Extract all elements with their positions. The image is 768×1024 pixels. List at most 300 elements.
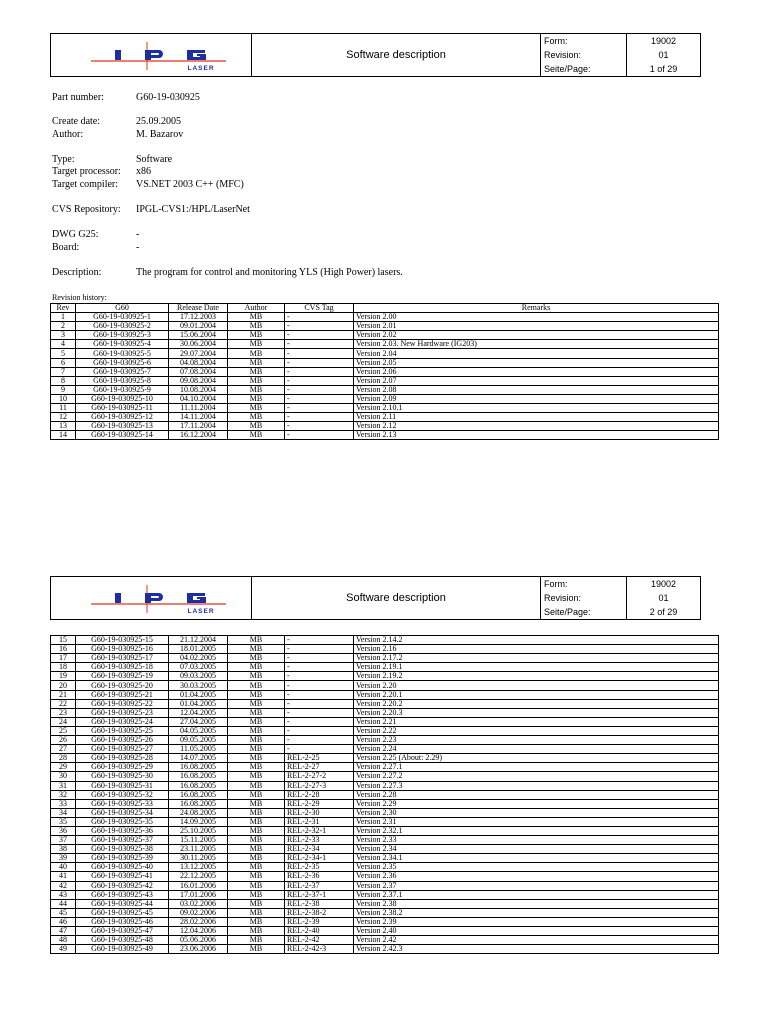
author-cell: MB [228, 726, 285, 735]
author-cell: MB [228, 717, 285, 726]
g60-cell: G60-19-030925-20 [76, 681, 169, 690]
author-cell: MB [228, 899, 285, 908]
cvs-tag-cell: - [285, 413, 354, 422]
g60-cell: G60-19-030925-24 [76, 717, 169, 726]
table-row [51, 726, 719, 735]
cvs-tag-cell: - [285, 745, 354, 754]
g60-cell: G60-19-030925-13 [76, 422, 169, 431]
cvs-tag-cell: - [285, 376, 354, 385]
g60-cell: G60-19-030925-40 [76, 863, 169, 872]
remarks-cell: Version 2.01 [354, 322, 719, 331]
author-cell: MB [228, 836, 285, 845]
g60-cell: G60-19-030925-21 [76, 690, 169, 699]
remarks-cell: Version 2.27.2 [354, 772, 719, 781]
table-row [51, 349, 719, 358]
release-date-cell: 17.11.2004 [169, 422, 228, 431]
cvs-tag-cell: REL-2-31 [285, 817, 354, 826]
author-cell: MB [228, 790, 285, 799]
rev-cell: 9 [51, 385, 76, 394]
remarks-cell: Version 2.40 [354, 927, 719, 936]
release-date-cell: 28.02.2006 [169, 917, 228, 926]
release-date-cell: 23.11.2005 [169, 845, 228, 854]
table-row [51, 358, 719, 367]
rev-cell: 43 [51, 890, 76, 899]
cvs-tag-cell: REL-2-38-2 [285, 908, 354, 917]
release-date-cell: 15.11.2005 [169, 836, 228, 845]
remarks-cell: Version 2.16 [354, 645, 719, 654]
table-row [51, 636, 719, 645]
remarks-cell: Version 2.33 [354, 836, 719, 845]
release-date-cell: 04.05.2005 [169, 726, 228, 735]
author-cell: MB [228, 663, 285, 672]
target-processor-value: x86 [136, 166, 151, 177]
g60-cell: G60-19-030925-30 [76, 772, 169, 781]
g60-cell: G60-19-030925-8 [76, 376, 169, 385]
remarks-cell: Version 2.35 [354, 863, 719, 872]
remarks-cell: Version 2.20.3 [354, 708, 719, 717]
table-row [51, 422, 719, 431]
author-cell: MB [228, 681, 285, 690]
field-label: DWG G25: [52, 229, 99, 240]
g60-cell: G60-19-030925-5 [76, 349, 169, 358]
page-value: 2 of 29 [649, 607, 678, 617]
field-label: Target processor: [52, 166, 121, 177]
release-date-cell: 16.12.2004 [169, 431, 228, 440]
cvs-tag-cell: - [285, 349, 354, 358]
release-date-cell: 21.12.2004 [169, 636, 228, 645]
col-g60: G60 [76, 304, 169, 313]
col-release-date: Release Date [169, 304, 228, 313]
remarks-cell: Version 2.09 [354, 394, 719, 403]
author-cell: MB [228, 936, 285, 945]
table-row [51, 872, 719, 881]
logo-cell [51, 34, 252, 77]
release-date-cell: 14.07.2005 [169, 754, 228, 763]
rev-cell: 20 [51, 681, 76, 690]
table-row [51, 836, 719, 845]
cvs-tag-cell: - [285, 322, 354, 331]
author-cell: MB [228, 945, 285, 954]
rev-cell: 30 [51, 772, 76, 781]
release-date-cell: 09.03.2005 [169, 672, 228, 681]
remarks-cell: Version 2.42.3 [354, 945, 719, 954]
release-date-cell: 12.04.2006 [169, 927, 228, 936]
cvs-tag-cell: - [285, 636, 354, 645]
release-date-cell: 24.08.2005 [169, 808, 228, 817]
author-cell: MB [228, 927, 285, 936]
cvs-tag-cell: REL-2-35 [285, 863, 354, 872]
header-values [627, 577, 701, 620]
table-row [51, 404, 719, 413]
g60-cell: G60-19-030925-33 [76, 799, 169, 808]
remarks-cell: Version 2.19.2 [354, 672, 719, 681]
author-cell: MB [228, 636, 285, 645]
rev-cell: 15 [51, 636, 76, 645]
table-row [51, 322, 719, 331]
author-cell: MB [228, 654, 285, 663]
table-row [51, 385, 719, 394]
release-date-cell: 07.03.2005 [169, 663, 228, 672]
rev-cell: 31 [51, 781, 76, 790]
table-row [51, 699, 719, 708]
release-date-cell: 09.01.2004 [169, 322, 228, 331]
author-cell: MB [228, 313, 285, 322]
table-row [51, 708, 719, 717]
cvs-tag-cell: - [285, 699, 354, 708]
author-cell: MB [228, 331, 285, 340]
cvs-tag-cell: REL-2-25 [285, 754, 354, 763]
revision-table-page1 [50, 303, 719, 440]
table-row [51, 367, 719, 376]
page-label: Seite/Page: [544, 64, 591, 74]
g60-cell: G60-19-030925-36 [76, 826, 169, 835]
svg-text:LASER: LASER [187, 608, 215, 615]
release-date-cell: 09.08.2004 [169, 376, 228, 385]
table-row [51, 672, 719, 681]
rev-cell: 49 [51, 945, 76, 954]
release-date-cell: 17.12.2003 [169, 313, 228, 322]
table-row [51, 790, 719, 799]
remarks-cell: Version 2.04 [354, 349, 719, 358]
svg-text:LASER: LASER [187, 65, 215, 72]
field-label: CVS Repository: [52, 204, 121, 215]
g60-cell: G60-19-030925-25 [76, 726, 169, 735]
author-cell: MB [228, 890, 285, 899]
table-row [51, 899, 719, 908]
release-date-cell: 15.06.2004 [169, 331, 228, 340]
author-cell: MB [228, 385, 285, 394]
remarks-cell: Version 2.00 [354, 313, 719, 322]
cvs-tag-cell: - [285, 313, 354, 322]
release-date-cell: 16.08.2005 [169, 799, 228, 808]
remarks-cell: Version 2.20 [354, 681, 719, 690]
table-row [51, 945, 719, 954]
g60-cell: G60-19-030925-31 [76, 781, 169, 790]
remarks-cell: Version 2.28 [354, 790, 719, 799]
g60-cell: G60-19-030925-28 [76, 754, 169, 763]
cvs-tag-cell: - [285, 736, 354, 745]
rev-cell: 5 [51, 349, 76, 358]
g60-cell: G60-19-030925-2 [76, 322, 169, 331]
rev-cell: 39 [51, 854, 76, 863]
rev-cell: 14 [51, 431, 76, 440]
table-row [51, 881, 719, 890]
cvs-tag-cell: - [285, 654, 354, 663]
table-row [51, 854, 719, 863]
remarks-cell: Version 2.14.2 [354, 636, 719, 645]
g60-cell: G60-19-030925-29 [76, 763, 169, 772]
part-number-value: G60-19-030925 [136, 92, 200, 103]
rev-cell: 23 [51, 708, 76, 717]
rev-cell: 35 [51, 817, 76, 826]
remarks-cell: Version 2.20.1 [354, 690, 719, 699]
table-row [51, 817, 719, 826]
ipg-laser-logo-icon [91, 40, 226, 72]
cvs-tag-cell: - [285, 422, 354, 431]
g60-cell: G60-19-030925-1 [76, 313, 169, 322]
table-row [51, 763, 719, 772]
cvs-tag-cell: REL-2-37-1 [285, 890, 354, 899]
release-date-cell: 01.04.2005 [169, 699, 228, 708]
remarks-cell: Version 2.06 [354, 367, 719, 376]
rev-cell: 24 [51, 717, 76, 726]
rev-cell: 27 [51, 745, 76, 754]
remarks-cell: Version 2.34.1 [354, 854, 719, 863]
remarks-cell: Version 2.03. New Hardware (IG203) [354, 340, 719, 349]
g60-cell: G60-19-030925-17 [76, 654, 169, 663]
rev-cell: 32 [51, 790, 76, 799]
remarks-cell: Version 2.29 [354, 799, 719, 808]
rev-cell: 21 [51, 690, 76, 699]
col-rev: Rev [51, 304, 76, 313]
cvs-tag-cell: - [285, 367, 354, 376]
rev-cell: 11 [51, 404, 76, 413]
release-date-cell: 04.10.2004 [169, 394, 228, 403]
g60-cell: G60-19-030925-19 [76, 672, 169, 681]
table-row [51, 645, 719, 654]
description-value: The program for control and monitoring YLS (High Power) lasers. [136, 267, 403, 278]
remarks-cell: Version 2.27.1 [354, 763, 719, 772]
rev-cell: 47 [51, 927, 76, 936]
g60-cell: G60-19-030925-16 [76, 645, 169, 654]
ipg-laser-logo-icon [91, 583, 226, 615]
rev-cell: 29 [51, 763, 76, 772]
author-cell: MB [228, 872, 285, 881]
author-cell: MB [228, 736, 285, 745]
remarks-cell: Version 2.19.1 [354, 663, 719, 672]
document-title: Software description [252, 577, 541, 620]
field-label: Create date: [52, 116, 101, 127]
type-value: Software [136, 154, 173, 165]
release-date-cell: 17.01.2006 [169, 890, 228, 899]
page-value: 1 of 29 [649, 64, 678, 74]
g60-cell: G60-19-030925-4 [76, 340, 169, 349]
release-date-cell: 03.02.2006 [169, 899, 228, 908]
cvs-tag-cell: - [285, 404, 354, 413]
table-row [51, 413, 719, 422]
remarks-cell: Version 2.42 [354, 936, 719, 945]
table-row [51, 663, 719, 672]
cvs-tag-cell: REL-2-34 [285, 845, 354, 854]
table-row [51, 745, 719, 754]
cvs-tag-cell: - [285, 726, 354, 735]
rev-cell: 7 [51, 367, 76, 376]
author-cell: MB [228, 854, 285, 863]
table-row [51, 736, 719, 745]
cvs-tag-cell: - [285, 331, 354, 340]
cvs-tag-cell: - [285, 681, 354, 690]
remarks-cell: Version 2.17.2 [354, 654, 719, 663]
g60-cell: G60-19-030925-22 [76, 699, 169, 708]
author-cell: MB [228, 808, 285, 817]
table-row [51, 772, 719, 781]
g60-cell: G60-19-030925-23 [76, 708, 169, 717]
g60-cell: G60-19-030925-45 [76, 908, 169, 917]
release-date-cell: 11.05.2005 [169, 745, 228, 754]
rev-cell: 4 [51, 340, 76, 349]
release-date-cell: 27.04.2005 [169, 717, 228, 726]
rev-cell: 44 [51, 899, 76, 908]
rev-cell: 26 [51, 736, 76, 745]
table-row [51, 845, 719, 854]
release-date-cell: 07.08.2004 [169, 367, 228, 376]
revision-value: 01 [658, 593, 669, 603]
release-date-cell: 16.08.2005 [169, 790, 228, 799]
g60-cell: G60-19-030925-27 [76, 745, 169, 754]
g60-cell: G60-19-030925-44 [76, 899, 169, 908]
author-cell: MB [228, 367, 285, 376]
cvs-tag-cell: - [285, 358, 354, 367]
release-date-cell: 30.03.2005 [169, 681, 228, 690]
page-label: Seite/Page: [544, 607, 591, 617]
cvs-tag-cell: - [285, 717, 354, 726]
remarks-cell: Version 2.07 [354, 376, 719, 385]
g60-cell: G60-19-030925-7 [76, 367, 169, 376]
remarks-cell: Version 2.20.2 [354, 699, 719, 708]
table-row [51, 908, 719, 917]
remarks-cell: Version 2.12 [354, 422, 719, 431]
rev-cell: 3 [51, 331, 76, 340]
rev-cell: 8 [51, 376, 76, 385]
g60-cell: G60-19-030925-37 [76, 836, 169, 845]
header-values [627, 34, 701, 77]
author-cell: MB [228, 404, 285, 413]
g60-cell: G60-19-030925-18 [76, 663, 169, 672]
rev-cell: 17 [51, 654, 76, 663]
rev-cell: 2 [51, 322, 76, 331]
author-value: M. Bazarov [136, 129, 184, 140]
author-cell: MB [228, 690, 285, 699]
author-cell: MB [228, 422, 285, 431]
author-cell: MB [228, 826, 285, 835]
remarks-cell: Version 2.39 [354, 917, 719, 926]
author-cell: MB [228, 754, 285, 763]
author-cell: MB [228, 645, 285, 654]
col-cvs-tag: CVS Tag [285, 304, 354, 313]
rev-cell: 42 [51, 881, 76, 890]
table-row [51, 681, 719, 690]
rev-cell: 40 [51, 863, 76, 872]
rev-cell: 22 [51, 699, 76, 708]
remarks-cell: Version 2.36 [354, 872, 719, 881]
dwg-value: - [136, 229, 140, 240]
revision-label: Revision: [544, 50, 582, 60]
form-value: 19002 [650, 579, 677, 589]
rev-cell: 41 [51, 872, 76, 881]
form-value: 19002 [650, 36, 677, 46]
table-row [51, 936, 719, 945]
revision-value: 01 [658, 50, 669, 60]
remarks-cell: Version 2.13 [354, 431, 719, 440]
author-cell: MB [228, 745, 285, 754]
table-row [51, 331, 719, 340]
header-labels [541, 34, 627, 77]
cvs-tag-cell: REL-2-27-3 [285, 781, 354, 790]
cvs-tag-cell: REL-2-29 [285, 799, 354, 808]
g60-cell: G60-19-030925-49 [76, 945, 169, 954]
rev-cell: 33 [51, 799, 76, 808]
author-cell: MB [228, 881, 285, 890]
table-row [51, 754, 719, 763]
create-date-value: 25.09.2005 [136, 116, 181, 127]
author-cell: MB [228, 763, 285, 772]
revision-label: Revision: [544, 593, 582, 603]
col-author: Author [228, 304, 285, 313]
rev-cell: 36 [51, 826, 76, 835]
cvs-tag-cell: REL-2-38 [285, 899, 354, 908]
field-label: Type: [52, 154, 75, 165]
table-row [51, 376, 719, 385]
table-row [51, 431, 719, 440]
author-cell: MB [228, 799, 285, 808]
revision-table-page2 [50, 635, 719, 954]
cvs-tag-cell: REL-2-32-1 [285, 826, 354, 835]
g60-cell: G60-19-030925-15 [76, 636, 169, 645]
cvs-tag-cell: REL-2-34-1 [285, 854, 354, 863]
field-label: Author: [52, 129, 84, 140]
table-row [51, 927, 719, 936]
remarks-cell: Version 2.31 [354, 817, 719, 826]
remarks-cell: Version 2.22 [354, 726, 719, 735]
page2-header [50, 576, 701, 620]
cvs-tag-cell: REL-2-42 [285, 936, 354, 945]
cvs-tag-cell: REL-2-36 [285, 872, 354, 881]
revision-history-caption: Revision history: [52, 293, 107, 302]
author-cell: MB [228, 322, 285, 331]
form-label: Form: [544, 579, 568, 589]
release-date-cell: 14.09.2005 [169, 817, 228, 826]
g60-cell: G60-19-030925-12 [76, 413, 169, 422]
rev-cell: 12 [51, 413, 76, 422]
cvs-tag-cell: - [285, 672, 354, 681]
table-row [51, 654, 719, 663]
cvs-tag-cell: - [285, 340, 354, 349]
g60-cell: G60-19-030925-26 [76, 736, 169, 745]
remarks-cell: Version 2.38.2 [354, 908, 719, 917]
remarks-cell: Version 2.25 (About: 2.29) [354, 754, 719, 763]
author-cell: MB [228, 376, 285, 385]
rev-cell: 38 [51, 845, 76, 854]
rev-cell: 6 [51, 358, 76, 367]
target-compiler-value: VS.NET 2003 C++ (MFC) [136, 179, 244, 190]
remarks-cell: Version 2.30 [354, 808, 719, 817]
remarks-cell: Version 2.11 [354, 413, 719, 422]
release-date-cell: 16.08.2005 [169, 772, 228, 781]
release-date-cell: 16.08.2005 [169, 781, 228, 790]
field-label: Description: [52, 267, 102, 278]
remarks-cell: Version 2.32.1 [354, 826, 719, 835]
table-row [51, 863, 719, 872]
document-title: Software description [252, 34, 541, 77]
author-cell: MB [228, 340, 285, 349]
rev-cell: 10 [51, 394, 76, 403]
table-row [51, 826, 719, 835]
remarks-cell: Version 2.37.1 [354, 890, 719, 899]
g60-cell: G60-19-030925-11 [76, 404, 169, 413]
g60-cell: G60-19-030925-10 [76, 394, 169, 403]
release-date-cell: 16.01.2006 [169, 881, 228, 890]
rev-cell: 18 [51, 663, 76, 672]
g60-cell: G60-19-030925-3 [76, 331, 169, 340]
cvs-tag-cell: REL-2-37 [285, 881, 354, 890]
remarks-cell: Version 2.08 [354, 385, 719, 394]
author-cell: MB [228, 358, 285, 367]
release-date-cell: 22.12.2005 [169, 872, 228, 881]
author-cell: MB [228, 917, 285, 926]
cvs-tag-cell: - [285, 385, 354, 394]
cvs-tag-cell: - [285, 645, 354, 654]
field-label: Board: [52, 242, 80, 253]
